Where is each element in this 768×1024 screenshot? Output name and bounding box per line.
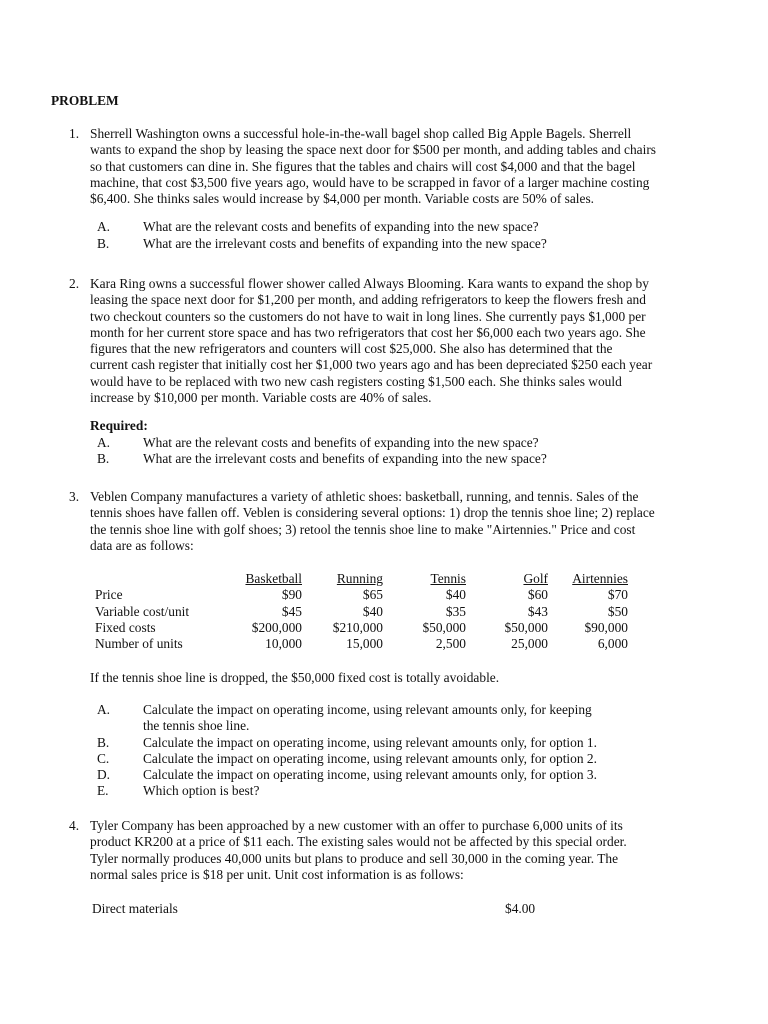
row-label: Fixed costs — [95, 619, 156, 635]
table-cell: $40 — [445, 587, 466, 603]
page-title: PROBLEM — [51, 93, 119, 108]
question-letter: B. — [97, 450, 110, 466]
question-letter: C. — [97, 750, 110, 766]
column-header: Golf — [523, 571, 548, 586]
problem-text: Veblen Company manufactures a variety of athletic shoes: basketball, running, and tennis. Sales of the tennis shoes have fallen off. Veblen is considering several options: 1) drop the tennis shoe line; 2) replace the tennis shoe line with golf shoes; 3) retool the tennis shoe line to make "Airtennies." Price and cost data are as follows: — [90, 489, 655, 553]
question-text: Calculate the impact on operating income, using relevant amounts only, for option 3. — [143, 767, 597, 783]
table-cell: $50,000 — [504, 619, 548, 635]
table-cell: 15,000 — [346, 636, 383, 652]
table-cell: $65 — [362, 587, 383, 603]
required-label: Required: — [90, 418, 148, 434]
question-letter: A. — [97, 219, 111, 235]
column-header: Basketball — [245, 571, 302, 586]
table-cell: $50,000 — [422, 619, 466, 635]
table-cell: $40 — [362, 603, 383, 619]
table-cell: $60 — [527, 587, 548, 603]
cost-line-label: Direct materials — [92, 901, 178, 916]
column-header: Running — [336, 571, 383, 586]
question-item — [97, 702, 679, 735]
question-text: What are the relevant costs and benefits of expanding into the new space? — [143, 219, 539, 235]
question-letter: B. — [97, 235, 110, 251]
problem-3 — [69, 489, 679, 554]
table-row — [95, 587, 628, 603]
question-item — [97, 236, 679, 252]
table-cell: $43 — [527, 603, 548, 619]
question-text: What are the relevant costs and benefits of expanding into the new space? — [143, 434, 539, 450]
question-item — [97, 219, 679, 235]
question-letter: A. — [97, 434, 111, 450]
question-text: Calculate the impact on operating income, using relevant amounts only, for option 2. — [143, 750, 597, 766]
row-label: Variable cost/unit — [95, 603, 190, 619]
problem-number: 2. — [69, 276, 80, 291]
problem-3-questions — [69, 702, 679, 800]
row-label: Price — [95, 587, 123, 603]
problem-number: 3. — [69, 489, 80, 504]
question-item — [97, 435, 679, 451]
question-text: Calculate the impact on operating income, using relevant amounts only, for option 1. — [143, 734, 597, 750]
question-item — [97, 767, 679, 783]
column-header: Airtennies — [572, 571, 628, 586]
question-item — [97, 735, 679, 751]
problem-number: 4. — [69, 818, 80, 833]
table-cell: $90,000 — [584, 619, 628, 635]
table-cell: 10,000 — [265, 636, 302, 652]
table-cell: 6,000 — [597, 636, 628, 652]
problem-2 — [69, 276, 679, 467]
question-letter: B. — [97, 734, 110, 750]
table-cell: $50 — [607, 603, 628, 619]
problem-1 — [69, 126, 679, 252]
problem-text: Tyler Company has been approached by a new customer with an offer to purchase 6,000 units of its product KR200 at a price of $11 each. The existing sales would not be affected by this special order. Tyler normally produces 40,000 units but plans to produce and sell 30,000 in the coming year. The normal sales price is $18 per unit. Unit cost information is as follows: — [90, 818, 627, 882]
question-letter: E. — [97, 783, 109, 799]
problem-number: 1. — [69, 126, 80, 141]
table-cell: $200,000 — [251, 619, 302, 635]
cost-line-value: $4.00 — [505, 901, 536, 916]
question-text: Calculate the impact on operating income, using relevant amounts only, for keeping the tennis shoe line. — [143, 702, 592, 734]
question-text: Which option is best? — [143, 783, 260, 799]
problem-text: Kara Ring owns a successful flower shower called Always Blooming. Kara wants to expand the shop by leasing the space next door for $1,200 per month, and adding refrigerators to keep the flowers fresh and two checkout counters so the customers do not have to wait in long lines. She currently pays $1,000 per month for her current store space and has two refrigerators that cost her $6,000 each two years ago. She figures that the new refrigerators and counters will cost $25,000. She also has determined that the current cash register that initially cost her $1,000 two years ago and has been depreciated $250 each year would have to be replaced with two new cash registers costing $1,500 each. She thinks sales would increase by $10,000 per month. Variable costs are 40% of sales. — [90, 276, 653, 406]
table-header-row — [95, 571, 628, 587]
question-letter: A. — [97, 702, 111, 717]
avoidable-cost-note: If the tennis shoe line is dropped, the $50,000 fixed cost is totally avoidable. — [90, 670, 500, 685]
table-cell: 25,000 — [511, 636, 548, 652]
table-row — [95, 636, 628, 652]
table-cell: $45 — [281, 603, 302, 619]
cost-data-table — [95, 571, 628, 652]
question-item — [97, 451, 679, 467]
question-item — [97, 783, 679, 799]
question-text: What are the irrelevant costs and benefits of expanding into the new space? — [143, 450, 547, 466]
table-cell: $210,000 — [332, 619, 383, 635]
question-text: What are the irrelevant costs and benefits of expanding into the new space? — [143, 235, 547, 251]
question-letter: D. — [97, 767, 111, 783]
problem-4 — [69, 818, 679, 883]
table-cell: $70 — [607, 587, 628, 603]
table-cell: 2,500 — [435, 636, 466, 652]
row-label: Number of units — [95, 636, 183, 652]
column-header: Tennis — [430, 571, 466, 586]
table-cell: $35 — [445, 603, 466, 619]
table-cell: $90 — [281, 587, 302, 603]
question-item — [97, 751, 679, 767]
table-row — [95, 604, 628, 620]
problem-text: Sherrell Washington owns a successful hole-in-the-wall bagel shop called Big Apple Bagels. Sherrell wants to expand the shop by leasing the space next door for $500 per month, and adding tables and chairs so that customers can dine in. She figures that the tables and chairs will cost $4,000 and that the bagel machine, that cost $3,500 five years ago, would have to be scrapped in favor of a larger machine costing $6,400. She thinks sales would increase by $4,000 per month. Variable costs are 50% of sales. — [90, 126, 656, 207]
table-row — [95, 620, 628, 636]
